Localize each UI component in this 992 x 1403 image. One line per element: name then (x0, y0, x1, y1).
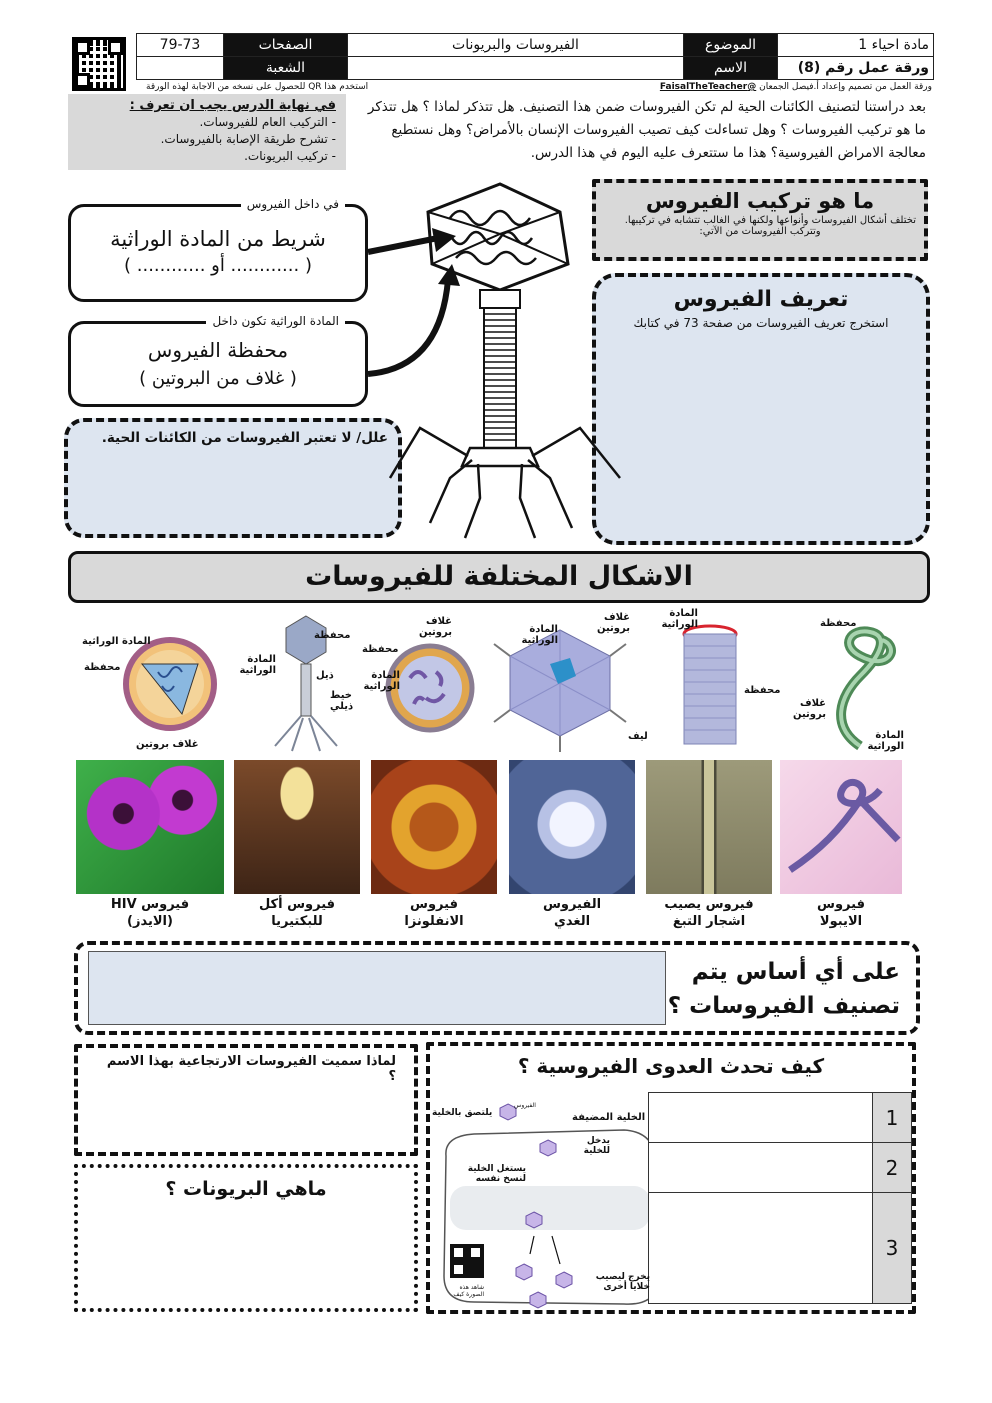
shapes-title: الاشكال المختلفة للفيروسات (68, 551, 930, 603)
step-answer-2[interactable] (649, 1143, 873, 1193)
definition-hint: استخرج تعريف الفيروسات من صفحة 73 في كتابك (633, 316, 889, 330)
diagram-enter-label: يدخل للخلية (583, 1136, 610, 1156)
diagram-attach-label: يلتصق بالخلية (432, 1108, 493, 1118)
section-key: الشعبة (265, 60, 306, 76)
diagram-exploit-label: يستغل الخلية لنسخ نفسه (467, 1164, 526, 1184)
header-table (136, 33, 934, 80)
intro-paragraph: بعد دراستنا لتصنيف الكائنات الحية لم تكن الفيروسات ضمن هذا التصنيف. هل تتذكر لماذا ؟ هل تتذكر ما هو تركيب الفيروسات ؟ وهل تساءلت كيف تصيب الفيروسات الإنسان بالأمراض؟ وهل نستطيع معالجة الامراض الفيروسية؟ هذا ما ستتعرف عليه اليوم في هذا الدرس. (367, 99, 926, 161)
inside-line1: شريط من المادة الوراثية (110, 227, 326, 251)
diagram-exit-label: يخرج ليصيب خلايا أخرى (595, 1272, 650, 1292)
infection-box (426, 1042, 916, 1314)
label-hiv-genetic: المادة الوراثية (82, 636, 151, 647)
retrovirus-box[interactable] (74, 1044, 418, 1156)
capsid-box (68, 314, 368, 407)
label-flu-genetic: المادة الوراثية (363, 670, 400, 692)
classify-answer-field[interactable] (88, 951, 666, 1025)
capsid-line1: محفظة الفيروس (147, 338, 289, 362)
steps-table (648, 1092, 912, 1304)
structure-line2: وتتركب الفيروسات من الآتي: (699, 226, 821, 237)
reason-text: علل/ لا تعتبر الفيروسات من الكائنات الحية. (101, 430, 388, 446)
topic-key: الموضوع (705, 37, 756, 53)
adeno-diagram (494, 630, 626, 752)
objectives-title: في نهاية الدرس يجب ان تعرف : (129, 98, 336, 113)
label-flu-envelope: غلاف بروتين (418, 616, 452, 638)
qr-note: استخدم هذا QR للحصول على نسخه من الاجابة لهذه الورقة (146, 82, 369, 92)
caption-hiv: فيروس HIV (الايدز) (110, 897, 190, 929)
definition-box[interactable] (592, 273, 930, 545)
prion-box[interactable] (74, 1164, 418, 1312)
pages-key: الصفحات (258, 37, 313, 53)
diagram-qr (450, 1244, 484, 1278)
virus-diagrams (70, 606, 910, 756)
name-field[interactable] (348, 57, 684, 80)
step-answer-1[interactable] (649, 1093, 873, 1143)
flu-diagram (388, 646, 472, 730)
step-number-2: 2 (873, 1143, 911, 1193)
label-phage-fiber: خيط ذيلي (330, 690, 354, 712)
qr-code-top[interactable] (72, 37, 126, 91)
photo-tobacco-virus (646, 760, 772, 894)
caption-ebola: فيروس الايبولا (817, 897, 865, 929)
diagram-host-label: الخلية المضيفة (572, 1112, 646, 1123)
diagram-qr-note: شاهد هذه الصورة كيف (453, 1284, 484, 1298)
section-field[interactable] (137, 57, 224, 80)
label-hiv-capsid: محفظة (84, 662, 121, 673)
label-phage-genetic: المادة الوراثية (239, 654, 276, 676)
label-tmv-capsid: محفظة (744, 685, 781, 696)
photo-influenza (371, 760, 497, 894)
capsid-tag: المادة الوراثية تكون داخل (206, 314, 345, 328)
caption-adenovirus: الفيروس الغدي (542, 897, 602, 929)
label-adeno-genetic: المادة الوراثية (521, 624, 558, 646)
prion-question: ماهي البريونات ؟ (165, 1178, 327, 1200)
objective-item: - التركيب العام للفيروسات. (199, 115, 336, 129)
structure-line1: تختلف أشكال الفيروسات وأنواعها ولكنها في الغالب تتشابه في تركيبها. (624, 215, 916, 226)
caption-influenza: فيروس الانفلونزا (404, 897, 464, 929)
step-number-1: 1 (873, 1093, 911, 1143)
infection-title: كيف تحدث العدوى الفيروسية ؟ (517, 1054, 825, 1078)
topic-value: الفيروسات والبريونات (452, 37, 579, 53)
label-ebola-genetic: المادة الوراثية (867, 730, 904, 752)
structure-box (592, 179, 928, 261)
inside-tag: في داخل الفيروس (241, 197, 345, 211)
diagram-virus-label: الفيروس (514, 1102, 536, 1109)
step-number-3: 3 (873, 1193, 911, 1303)
step-answer-3[interactable] (649, 1193, 873, 1303)
classify-question: على أي أساس يتم تصنيف الفيروسات ؟ (667, 959, 900, 1019)
photo-adenovirus (509, 760, 635, 894)
caption-tobacco-virus: فيروس يصيب اشجار التبغ (664, 897, 754, 929)
label-phage-tail: ذيل (316, 670, 334, 681)
pages-value: 79-73 (159, 37, 201, 53)
classify-box (74, 941, 920, 1035)
photo-ebola (780, 760, 902, 894)
label-hiv-envelope: غلاف بروتين (136, 739, 199, 750)
label-adeno-fiber: ليف (628, 731, 648, 742)
retrovirus-question: لماذا سميت الفيروسات الارتجاعية بهذا الاسم ؟ (106, 1054, 396, 1084)
capsid-line2: ( غلاف من البروتين ) (139, 368, 297, 389)
label-flu-capsid: محفظة (362, 644, 399, 655)
tmv-diagram (684, 626, 736, 744)
label-ebola-capsid: محفظة (820, 618, 857, 629)
definition-title: تعريف الفيروس (673, 287, 849, 312)
worksheet-label: ورقة عمل رقم (8) (797, 60, 929, 76)
objective-item: - تركيب البريونات. (244, 149, 336, 163)
label-tmv-genetic: المادة الوراثية (661, 608, 698, 630)
inside-virus-box (68, 197, 368, 302)
inside-line2[interactable]: ( ............ أو ............ ) (124, 255, 312, 276)
objective-item: - تشرح طريقة الإصابة بالفيروسات. (160, 132, 336, 146)
structure-title: ما هو تركيب الفيروس (645, 189, 875, 213)
label-phage-capsid: محفظة (314, 630, 351, 641)
credit-note: ورقة العمل من تصميم وإعداد أ.فيصل الجمعان @FaisalTheTeacher (659, 82, 932, 92)
name-key: الاسم (714, 60, 747, 76)
photo-hiv (76, 760, 224, 894)
ebola-diagram (841, 631, 891, 746)
reason-box[interactable] (64, 418, 402, 538)
pointer-arrows (360, 228, 480, 388)
objectives-box (68, 94, 346, 170)
label-adeno-envelope: غلاف بروتين (596, 612, 630, 634)
label-ebola-envelope: غلاف بروتين (792, 698, 826, 720)
subject-label: مادة احياء 1 (858, 37, 929, 53)
caption-phage: فيروس أكل للبكتيريا (258, 897, 336, 929)
hiv-diagram (126, 640, 214, 728)
photo-phage (234, 760, 360, 894)
